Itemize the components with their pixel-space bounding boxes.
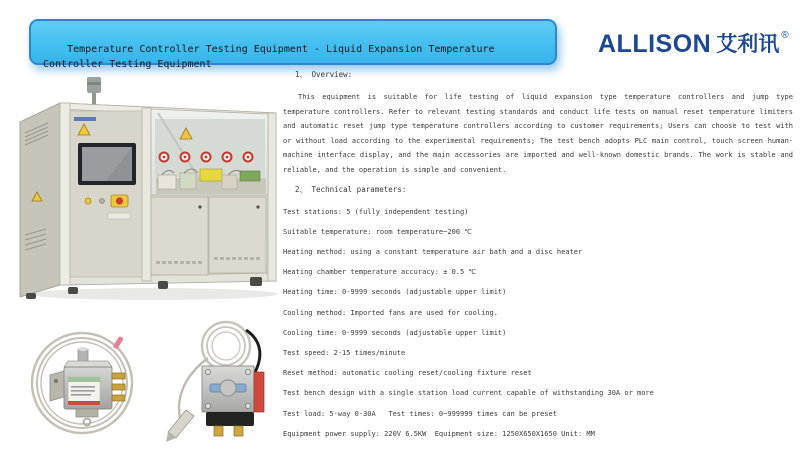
small-button bbox=[100, 199, 105, 204]
center-nut bbox=[220, 380, 236, 396]
terminals bbox=[112, 373, 125, 401]
product-label bbox=[68, 377, 100, 405]
red-side-block bbox=[254, 372, 264, 412]
parameter-line: Reset method: automatic cooling reset/cooling fixture reset bbox=[283, 369, 532, 378]
parameters-heading: 2、 Technical parameters: bbox=[295, 184, 407, 194]
parameter-line: Test stations: 5 (fully independent testing) bbox=[283, 207, 469, 216]
test-bench-illustration bbox=[8, 77, 290, 303]
door-handle bbox=[198, 205, 201, 208]
page-title-banner bbox=[29, 19, 557, 70]
content-column bbox=[283, 64, 793, 444]
emergency-stop-button bbox=[111, 195, 128, 207]
parameter-line: Heating chamber temperature accuracy: ± 0.5 ℃ bbox=[283, 268, 477, 277]
parameter-line: Heating time: 0-9999 seconds (adjustable upper limit) bbox=[283, 288, 507, 297]
parameter-line: Heating method: using a constant temperature air bath and a disc heater bbox=[283, 247, 583, 256]
probe-thermostat-illustration bbox=[162, 316, 280, 446]
page-title: Temperature Controller Testing Equipment - Liquid Expansion Temperature Controller Testing Equipment bbox=[43, 44, 501, 70]
parameter-line: Cooling time: 0-9999 seconds (adjustable upper limit) bbox=[283, 328, 507, 337]
parameter-line: Test load: 5-way 0-30A Test times: 0~999999 times can be preset bbox=[283, 409, 557, 418]
registered-trademark-icon: ® bbox=[781, 30, 789, 41]
overview-heading: 1、 Overview: bbox=[295, 70, 353, 79]
thermostat-photo-1 bbox=[24, 317, 146, 445]
touch-screen bbox=[78, 143, 136, 185]
coiled-thermostat-illustration bbox=[24, 317, 146, 445]
mounting-bracket bbox=[50, 371, 64, 401]
black-base bbox=[206, 412, 254, 426]
machine-photo bbox=[8, 77, 290, 303]
parameter-line: Equipment power supply: 220V 6.5KW Equipment size: 1250X650X1650 Unit: MM bbox=[283, 429, 595, 438]
parameters-list bbox=[283, 202, 793, 444]
parameter-line: Test speed: 2-15 times/minute bbox=[283, 348, 406, 357]
parameter-line: Suitable temperature: room temperature~200 ℃ bbox=[283, 227, 473, 236]
overview-paragraph: This equipment is suitable for life testing of liquid expansion type temperature controllers and jump type temperature controllers. Refer to relevant testing standards and conduct life tests on manual reset temperature limiters and automatic reset jump type temperature controllers according to customer requirements; Users can choose to test with or without load according to the experimental requirements; The test bench adopts PLC main control, touch screen human-machine interface display, and the main accessories are imported and well-known domestic brands. The work is stable and reliable, and the operation is simple and convenient. bbox=[283, 93, 793, 174]
capillary-coil bbox=[202, 322, 250, 370]
door-handle bbox=[256, 205, 259, 208]
parameter-line: Test bench design with a single station load current capable of withstanding 30A or more bbox=[283, 389, 654, 398]
machine-brand-label bbox=[74, 117, 96, 121]
parameter-line: Cooling method: Imported fans are used for cooling. bbox=[283, 308, 498, 317]
brand-logo-latin: ALLISON bbox=[598, 30, 712, 58]
start-button bbox=[85, 198, 91, 204]
brand-logo bbox=[598, 28, 793, 66]
brand-logo-cjk: 艾利讯 bbox=[716, 33, 780, 56]
thermostat-photo-2 bbox=[162, 316, 280, 446]
base-terminals bbox=[214, 426, 243, 436]
signal-lamp bbox=[87, 77, 101, 105]
